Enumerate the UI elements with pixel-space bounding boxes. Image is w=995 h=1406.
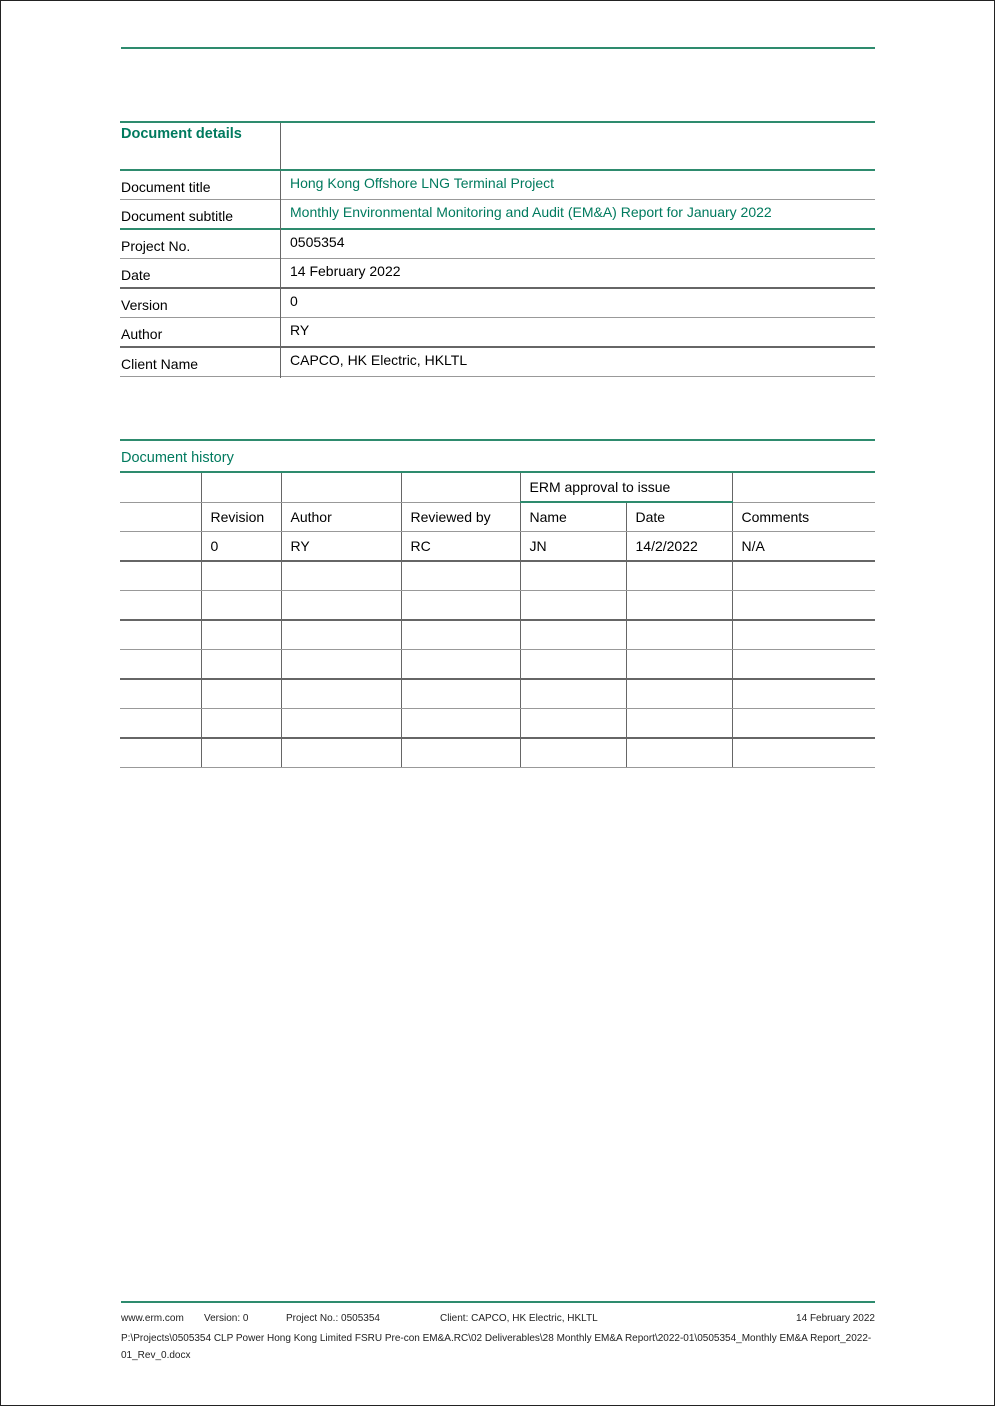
header-rule [121,47,875,49]
comments-cell: N/A [732,532,875,562]
footer-version: Version: 0 [204,1313,249,1324]
details-label: Document title [121,179,211,195]
column-header-reviewed-by: Reviewed by [401,502,520,532]
details-value: 14 February 2022 [290,263,401,279]
details-row-version [120,289,875,318]
table-row-empty [120,709,875,739]
details-row-project-no [120,230,875,259]
footer-project-no: Project No.: 0505354 [286,1313,380,1324]
document-details-header [120,121,875,171]
history-grid [120,473,875,768]
table-row-empty [120,561,875,591]
details-row-date [120,259,875,289]
table-row-empty [120,591,875,621]
reviewed-by-cell: RC [401,532,520,562]
erm-approval-header: ERM approval to issue [520,473,732,502]
revision-cell: 0 [201,532,281,562]
approval-name-cell: JN [520,532,626,562]
details-value: 0505354 [290,234,345,250]
author-cell: RY [281,532,401,562]
footer-date: 14 February 2022 [796,1313,875,1324]
document-history-heading: Document history [121,450,234,466]
details-value: RY [290,322,310,338]
details-value: 0 [290,293,298,309]
column-header-revision: Revision [201,502,281,532]
footer-website: www.erm.com [121,1313,184,1324]
details-row-client-name [120,348,875,377]
column-header-author: Author [281,502,401,532]
page-footer [121,1301,875,1364]
details-label: Date [121,267,151,283]
history-approval-header-row [120,473,875,502]
table-row-empty [120,679,875,709]
details-label: Project No. [121,238,191,254]
table-row-empty [120,650,875,680]
details-value: Hong Kong Offshore LNG Terminal Project [290,175,555,191]
details-label: Version [121,297,168,313]
details-label: Client Name [121,356,199,372]
column-header [120,502,201,532]
details-value: CAPCO, HK Electric, HKLTL [290,352,468,368]
table-row [120,532,875,562]
details-value: Monthly Environmental Monitoring and Audit (EM&A) Report for January 2022 [290,204,772,220]
table-row-empty [120,738,875,768]
column-header-comments: Comments [732,502,875,532]
column-header-name: Name [520,502,626,532]
history-column-header-row [120,502,875,532]
footer-file-path: P:\Projects\0505354 CLP Power Hong Kong Limited FSRU Pre-con EM&A.RC\02 Deliverables\28 Monthly EM&A Report\2022-01\0505354_Monthly EM&A Report_2022-01_Rev_0.docx [121,1333,872,1361]
details-row-document-subtitle [120,200,875,230]
approval-date-cell: 14/2/2022 [626,532,732,562]
document-history-table [120,439,875,768]
details-row-author [120,318,875,348]
details-label: Author [121,326,163,342]
document-details-table [120,121,875,377]
details-row-document-title [120,171,875,200]
document-details-heading: Document details [121,126,242,142]
column-header-date: Date [626,502,732,532]
details-label: Document subtitle [121,208,234,224]
table-row-empty [120,620,875,650]
document-history-header [120,439,875,473]
footer-client: Client: CAPCO, HK Electric, HKLTL [440,1313,598,1324]
